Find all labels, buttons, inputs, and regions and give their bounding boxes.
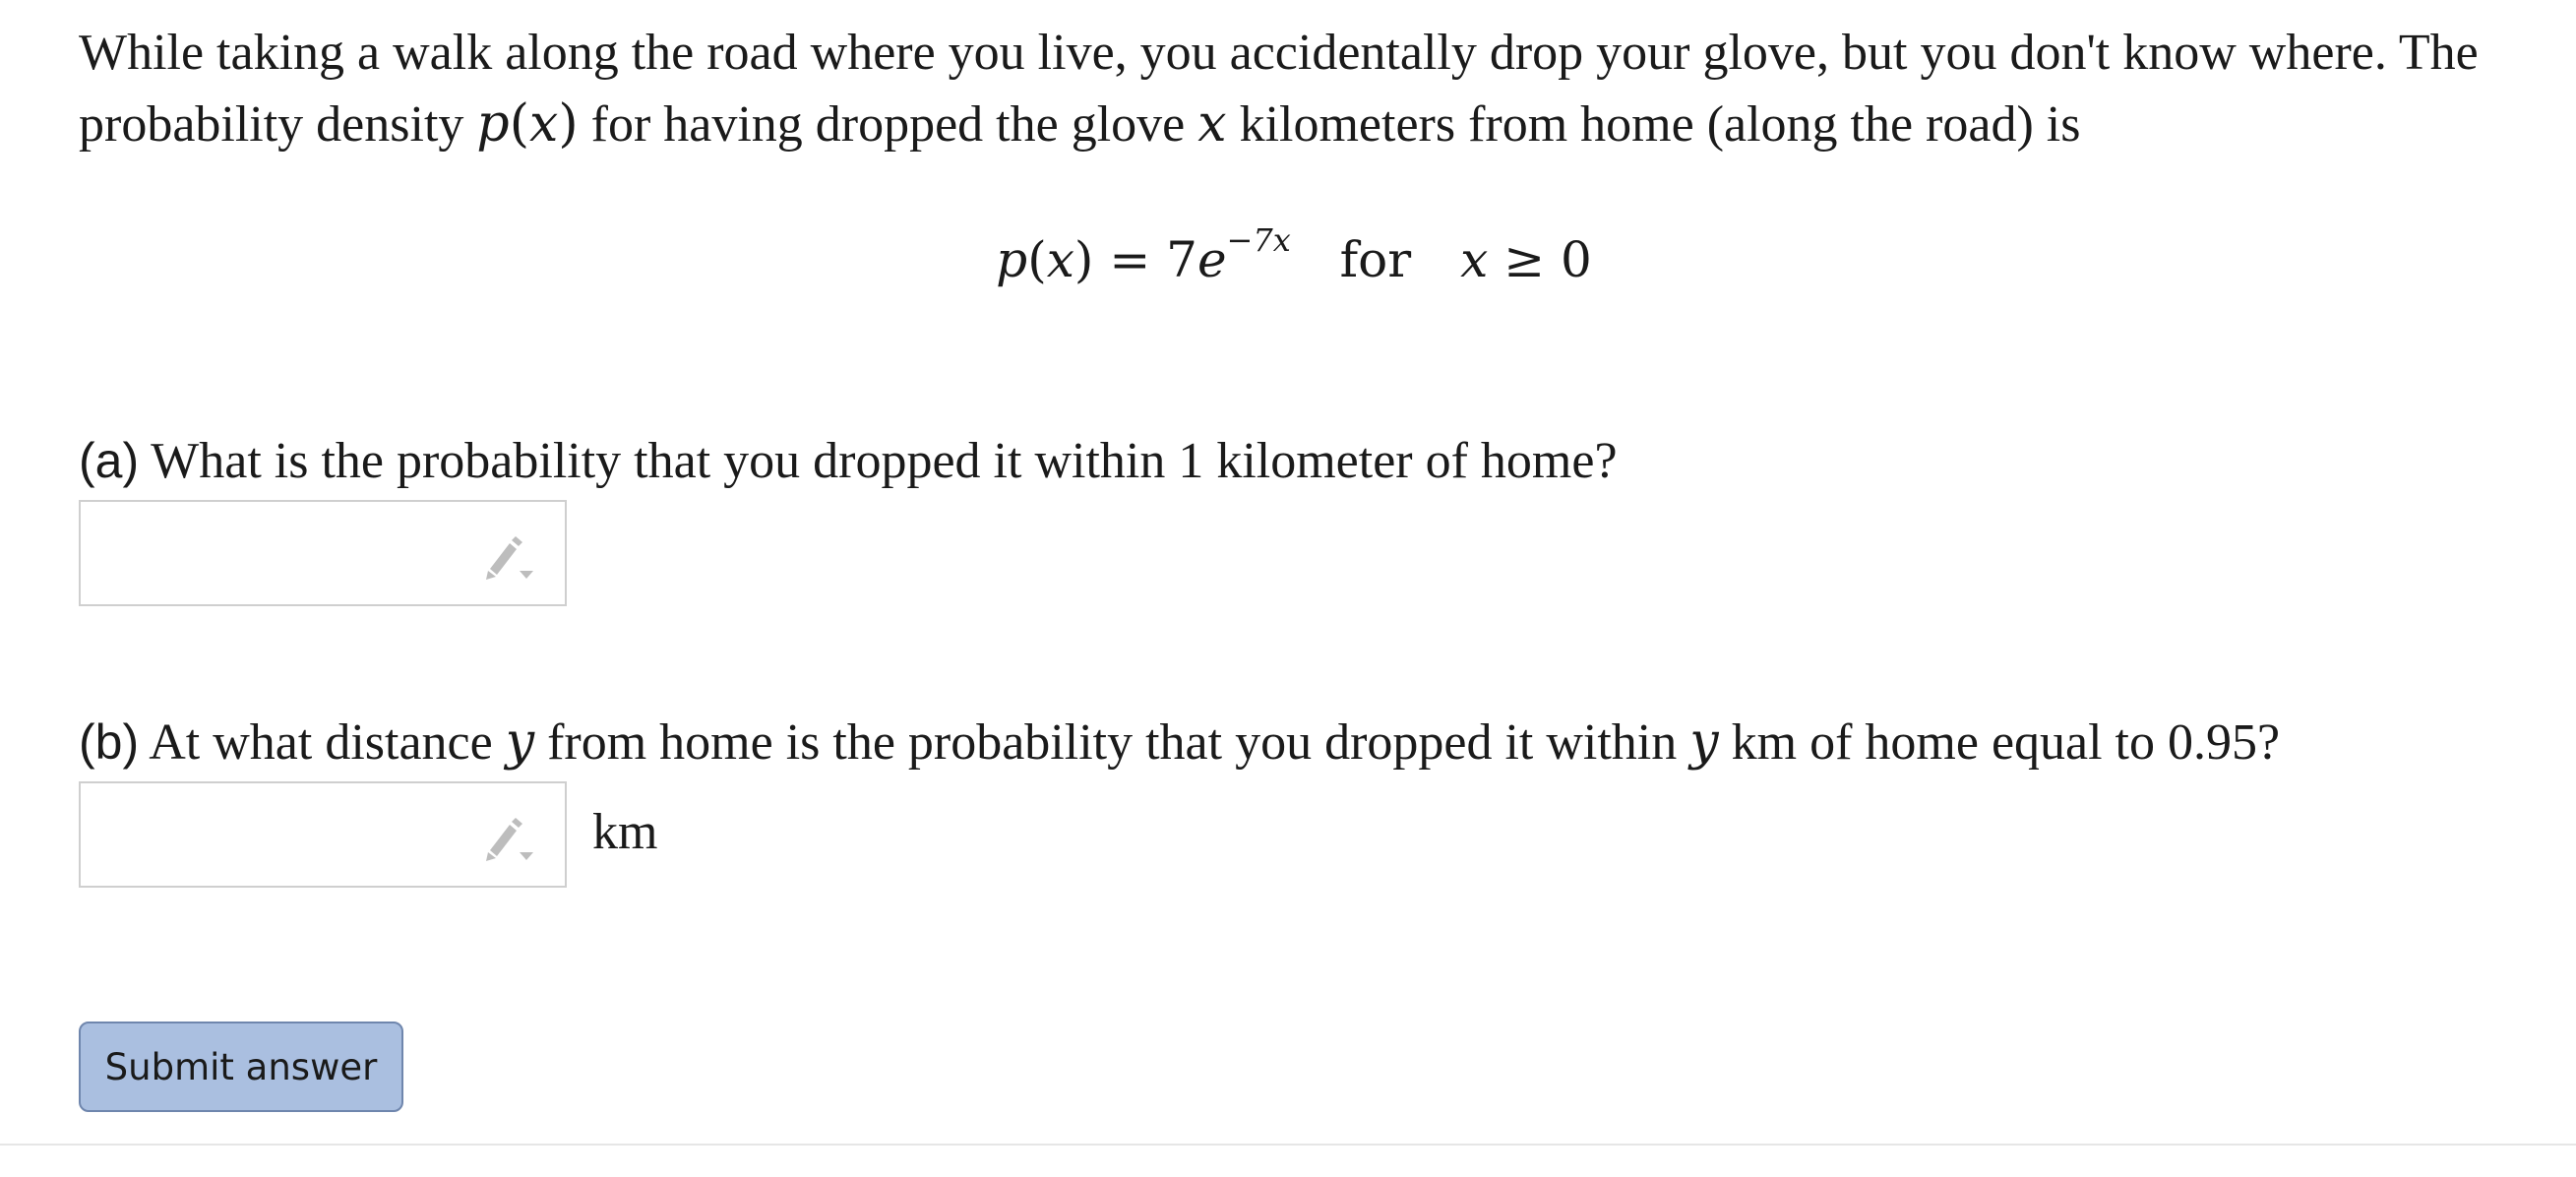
equation-equals: = [1109,231,1151,288]
equation-exponent: −7x [1226,221,1291,259]
equation-open-paren: ( [1027,231,1047,288]
question-b-text-mid: from home is the probability that you dropped it within [534,714,1690,771]
answer-a-input[interactable] [79,500,567,606]
answer-b-input[interactable] [79,781,567,888]
pencil-icon[interactable] [486,535,535,581]
question-b-text-suffix: km of home equal to 0.95? [1718,714,2281,771]
equation-base: e [1196,231,1227,288]
submit-answer-button[interactable]: Submit answer [79,1022,403,1112]
equation-for: for [1339,231,1412,288]
equation-coefficient: 7 [1166,231,1197,288]
question-a [79,425,1618,497]
question-a-label: (a) [79,433,140,488]
intro-line-2-suffix: kilometers from home (along the road) is [1226,96,2081,153]
answer-a-row [79,500,567,606]
bottom-divider [0,1144,2576,1146]
intro-line-2-mid: for having dropped the glove [578,96,1198,153]
question-b-label: (b) [79,714,140,770]
density-variable: x [529,94,559,154]
condition-value: 0 [1561,231,1592,288]
intro-line-1: While taking a walk along the road where you live, you accidentally drop your glove, but you don't know where. The [79,25,2479,81]
density-equation [79,201,2509,299]
condition-relation: ≥ [1503,231,1546,288]
question-b-variable-2: y [1689,712,1719,772]
question-b [79,707,2280,778]
density-symbol: p [476,94,510,154]
question-page [79,18,2509,1088]
equation-close-paren: ) [1073,231,1094,288]
density-paren-close: ) [558,94,579,154]
density-paren-open: ( [509,94,529,154]
equation-p: p [996,231,1028,288]
distance-variable: x [1197,94,1227,154]
intro-line-2-prefix: probability density [79,96,477,153]
equation-x: x [1046,231,1074,288]
question-b-variable: y [505,712,535,772]
question-a-text: What is the probability that you dropped it within 1 kilometer of home? [151,433,1618,489]
pencil-icon[interactable] [486,817,535,862]
answer-b-unit: km [592,803,658,860]
question-b-text-prefix: At what distance [149,714,506,771]
condition-variable: x [1460,231,1489,288]
problem-statement [79,18,2509,160]
answer-b-row [79,781,657,888]
